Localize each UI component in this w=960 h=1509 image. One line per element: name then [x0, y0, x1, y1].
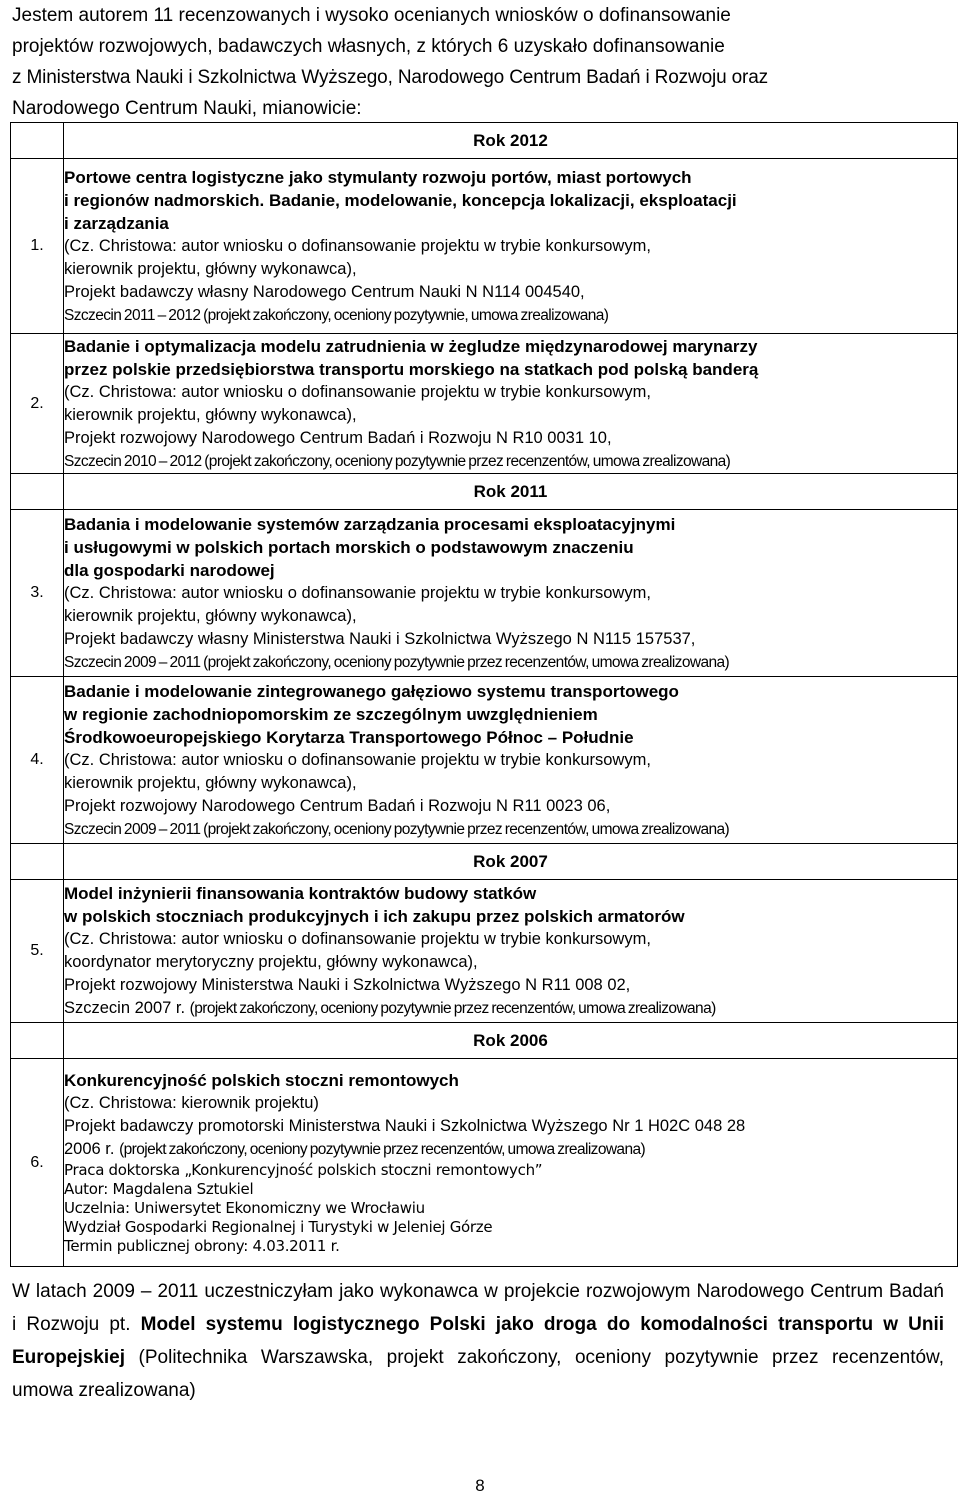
project-title: Konkurencyjność polskich stoczni remontowych [64, 1071, 459, 1090]
year-row [11, 844, 958, 880]
project-status: Szczecin 2011 – 2012 (projekt zakończony, oceniony pozytywnie, umowa zrealizowana) [64, 306, 609, 324]
project-status-lead: 2006 r. [64, 1140, 115, 1158]
grants-table [10, 122, 958, 1267]
project-grant: Projekt badawczy własny Narodowego Centrum Nauki N N114 004540, [64, 282, 585, 301]
project-grant: Projekt rozwojowy Narodowego Centrum Badań i Rozwoju N R11 0023 06, [64, 796, 611, 815]
year-heading: Rok 2007 [64, 844, 958, 880]
project-status-line [64, 997, 957, 1020]
project-title: Badanie i optymalizacja modelu zatrudnienia w żegludze międzynarodowej marynarzy [64, 336, 758, 356]
year-heading: Rok 2012 [64, 123, 958, 159]
project-grant: Projekt badawczy promotorski Ministerstwa Nauki i Szkolnictwa Wyższego Nr 1 H02C 048 28 [64, 1117, 746, 1135]
project-status-lead: Szczecin 2007 r. [64, 999, 186, 1017]
project-status: Szczecin 2010 – 2012 (projekt zakończony, oceniony pozytywnie przez recenzentów, umowa zrealizowana) [64, 452, 731, 470]
project-number: 5. [11, 880, 64, 1023]
project-status: (projekt zakończony, oceniony pozytywnie przez recenzentów, umowa zrealizowana) [189, 1000, 716, 1017]
thesis-university: Uczelnia: Uniwersytet Ekonomiczny we Wrocławiu [64, 1199, 425, 1217]
project-title: Badanie i modelowanie zintegrowanego gałęziowo systemu transportowego [64, 681, 679, 701]
year-row [11, 123, 958, 159]
project-grant: Projekt rozwojowy Narodowego Centrum Badań i Rozwoju N R10 0031 10, [64, 428, 612, 447]
project-grant: Projekt badawczy własny Ministerstwa Nauki i Szkolnictwa Wyższego N N115 157537, [64, 629, 696, 648]
project-title: Model inżynierii finansowania kontraktów budowy statków [64, 884, 537, 903]
intro-paragraph [12, 0, 944, 124]
project-role: (Cz. Christowa: autor wniosku o dofinansowanie projektu w trybie konkursowym, [64, 930, 651, 948]
project-role: (Cz. Christowa: autor wniosku o dofinansowanie projektu w trybie konkursowym, [64, 382, 651, 401]
intro-line: Narodowego Centrum Nauki, mianowicie: [12, 98, 362, 119]
project-row [11, 159, 958, 334]
thesis-faculty: Wydział Gospodarki Regionalnej i Turystyki w Jeleniej Górze [64, 1218, 493, 1236]
project-role: kierownik projektu, główny wykonawca), [64, 773, 357, 792]
project-row [11, 677, 958, 844]
project-title: i zarządzania [64, 213, 169, 233]
intro-line: Jestem autorem 11 recenzowanych i wysoko ocenianych wniosków o dofinansowanie [12, 5, 731, 26]
project-title: w regionie zachodniopomorskim ze szczególnym uwzględnieniem [64, 704, 598, 724]
project-title: i regionów nadmorskich. Badanie, modelowanie, koncepcja lokalizacji, eksploatacji [64, 190, 737, 210]
project-number: 6. [11, 1059, 64, 1267]
project-title: Środkowoeuropejskiego Korytarza Transportowego Północ – Południe [64, 727, 634, 747]
project-role: kierownik projektu, główny wykonawca), [64, 259, 357, 278]
page-number: 8 [475, 1476, 485, 1495]
project-row [11, 334, 958, 474]
project-row [11, 880, 958, 1023]
project-number: 4. [11, 677, 64, 844]
project-number: 1. [11, 159, 64, 334]
project-title: i usługowymi w polskich portach morskich o podstawowym znaczeniu [64, 537, 634, 557]
project-role: (Cz. Christowa: kierownik projektu) [64, 1094, 319, 1112]
closing-text: W latach 2009 – 2011 uczestniczyłam jako wykonawca w projekcie rozwojowym Narodowego Centrum Badań i Rozwoju pt. [12, 1281, 944, 1335]
project-status-line [64, 1138, 957, 1161]
project-role: (Cz. Christowa: autor wniosku o dofinansowanie projektu w trybie konkursowym, [64, 236, 651, 255]
project-role: kierownik projektu, główny wykonawca), [64, 606, 357, 625]
year-row [11, 1023, 958, 1059]
project-row [11, 1059, 958, 1267]
intro-line: projektów rozwojowych, badawczych własnych, z których 6 uzyskało dofinansowanie [12, 36, 725, 57]
year-heading: Rok 2011 [64, 474, 958, 510]
project-role: koordynator merytoryczny projektu, główny wykonawca), [64, 953, 478, 971]
project-row [11, 510, 958, 677]
project-status: (projekt zakończony, oceniony pozytywnie przez recenzentów, umowa zrealizowana) [119, 1141, 646, 1158]
project-title: w polskich stoczniach produkcyjnych i ich zakupu przez polskich armatorów [64, 907, 685, 926]
project-status: Szczecin 2009 – 2011 (projekt zakończony, oceniony pozytywnie przez recenzentów, umowa zrealizowana) [64, 820, 730, 838]
project-status: Szczecin 2009 – 2011 (projekt zakończony, oceniony pozytywnie przez recenzentów, umowa zrealizowana) [64, 653, 730, 671]
project-title: dla gospodarki narodowej [64, 560, 275, 580]
project-title: Badania i modelowanie systemów zarządzania procesami eksploatacyjnymi [64, 514, 676, 534]
closing-text: (Politechnika Warszawska, projekt zakończony, oceniony pozytywnie przez recenzentów, umowa zrealizowana) [12, 1347, 945, 1401]
closing-project-title: Model systemu logistycznego Polski jako droga do komodalności transportu w Unii Europejskiej [12, 1314, 945, 1368]
project-number: 3. [11, 510, 64, 677]
intro-line: z Ministerstwa Nauki i Szkolnictwa Wyższego, Narodowego Centrum Badań i Rozwoju oraz [12, 67, 768, 88]
thesis-author: Autor: Magdalena Sztukiel [64, 1180, 254, 1198]
year-row [11, 474, 958, 510]
project-title: przez polskie przedsiębiorstwa transportu morskiego na statkach pod polską banderą [64, 359, 759, 379]
project-role: kierownik projektu, główny wykonawca), [64, 405, 357, 424]
thesis-title: Praca doktorska „Konkurencyjność polskich stoczni remontowych” [64, 1161, 543, 1179]
project-grant: Projekt rozwojowy Ministerstwa Nauki i Szkolnictwa Wyższego N R11 008 02, [64, 976, 631, 994]
project-role: (Cz. Christowa: autor wniosku o dofinansowanie projektu w trybie konkursowym, [64, 750, 651, 769]
closing-paragraph [12, 1275, 944, 1407]
thesis-defense-date: Termin publicznej obrony: 4.03.2011 r. [64, 1237, 340, 1255]
year-heading: Rok 2006 [64, 1023, 958, 1059]
project-number: 2. [11, 334, 64, 474]
project-title: Portowe centra logistyczne jako stymulanty rozwoju portów, miast portowych [64, 167, 692, 187]
project-role: (Cz. Christowa: autor wniosku o dofinansowanie projektu w trybie konkursowym, [64, 583, 651, 602]
